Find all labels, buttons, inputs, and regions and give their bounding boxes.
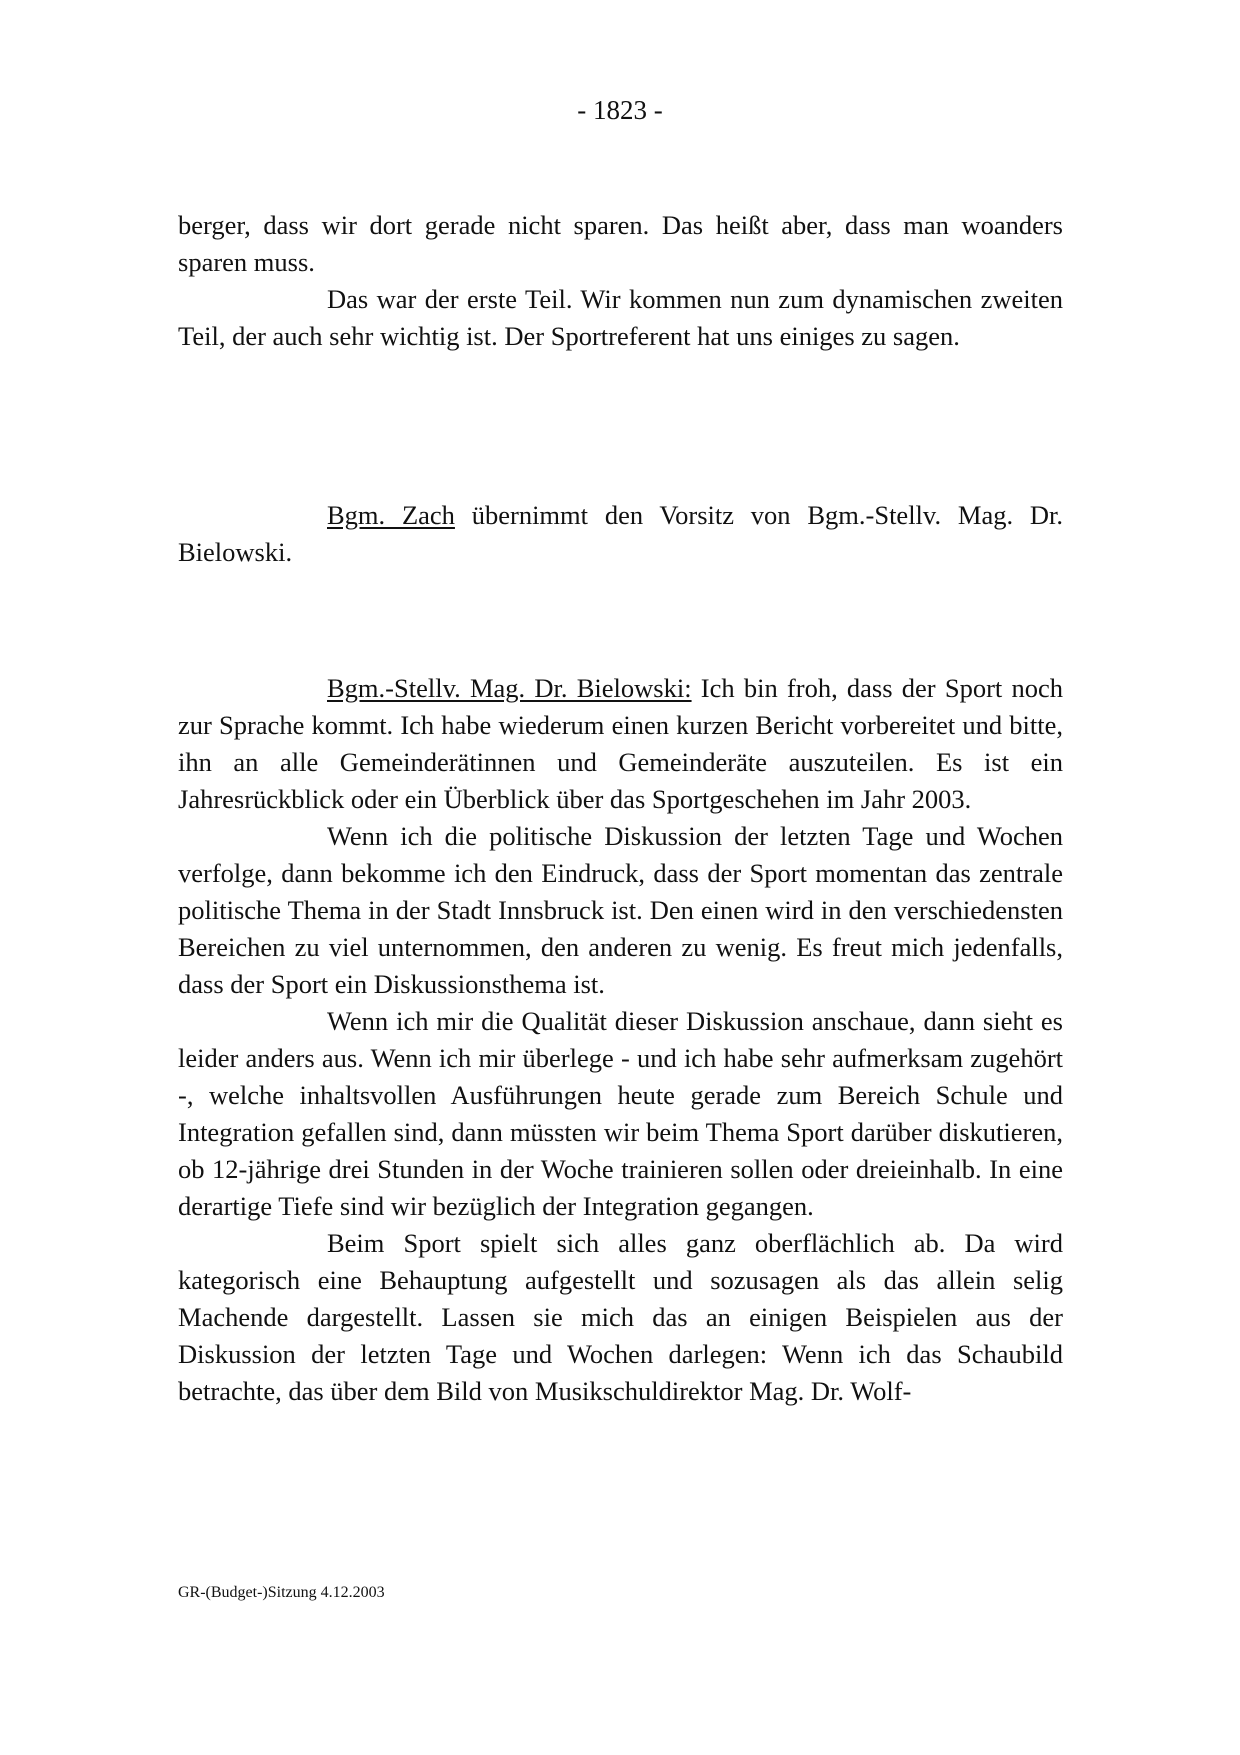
- paragraph: Wenn ich die politische Diskussion der letzten Tage und Wochen verfolge, dann bekomme ich den Eindruck, dass der Sport momentan das zentrale politische Thema in der Stadt Innsbruck ist. Den einen wird in den verschiedensten Bereichen zu viel unternommen, den anderen zu wenig. Es freut mich jedenfalls, dass der Sport ein Diskussionsthema ist.: [178, 821, 1063, 999]
- page-number: - 1823 -: [577, 95, 663, 125]
- chair-change-note: [178, 497, 1063, 571]
- paragraph: [178, 670, 1063, 818]
- intro-block: [178, 207, 1063, 355]
- footer-session-label: GR-(Budget-)Sitzung 4.12.2003: [178, 1584, 385, 1601]
- speaker-name: Bgm. Zach: [327, 500, 455, 530]
- paragraph: Beim Sport spielt sich alles ganz oberflächlich ab. Da wird kategorisch eine Behauptung aufgestellt und sozusagen als das allein selig Machende dargestellt. Lassen sie mich das an einigen Beispielen aus der Diskussion der letzten Tage und Wochen darlegen: Wenn ich das Schaubild betrachte, das über dem Bild von Musikschuldirektor Mag. Dr. Wolf-: [178, 1228, 1063, 1406]
- paragraph: berger, dass wir dort gerade nicht sparen. Das heißt aber, dass man woanders sparen muss.: [178, 210, 1063, 277]
- paragraph: Das war der erste Teil. Wir kommen nun zum dynamischen zweiten Teil, der auch sehr wichtig ist. Der Sportreferent hat uns einiges zu sagen.: [178, 284, 1063, 351]
- note-text: übernimmt den Vorsitz von Bgm.-Stellv. Mag. Dr. Bielowski.: [178, 500, 1063, 567]
- paragraph: [178, 497, 1063, 571]
- speech-block: [178, 670, 1063, 1410]
- speaker-name: Bgm.-Stellv. Mag. Dr. Bielowski:: [327, 673, 692, 703]
- paragraph: Wenn ich mir die Qualität dieser Diskussion anschaue, dann sieht es leider anders aus. Wenn ich mir überlege - und ich habe sehr aufmerksam zugehört -, welche inhaltsvollen Ausführungen heute gerade zum Bereich Schule und Integration gefallen sind, dann müssten wir beim Thema Sport darüber diskutieren, ob 12-jährige drei Stunden in der Woche trainieren sollen oder dreieinhalb. In eine derartige Tiefe sind wir bezüglich der Integration gegangen.: [178, 1006, 1063, 1221]
- speech-text: Ich bin froh, dass der Sport noch zur Sprache kommt. Ich habe wiederum einen kurzen Bericht vorbereitet und bitte, ihn an alle Gemeinderätinnen und Gemeinderäte auszuteilen. Es ist ein Jahresrückblick oder ein Überblick über das Sportgeschehen im Jahr 2003.: [178, 673, 1063, 814]
